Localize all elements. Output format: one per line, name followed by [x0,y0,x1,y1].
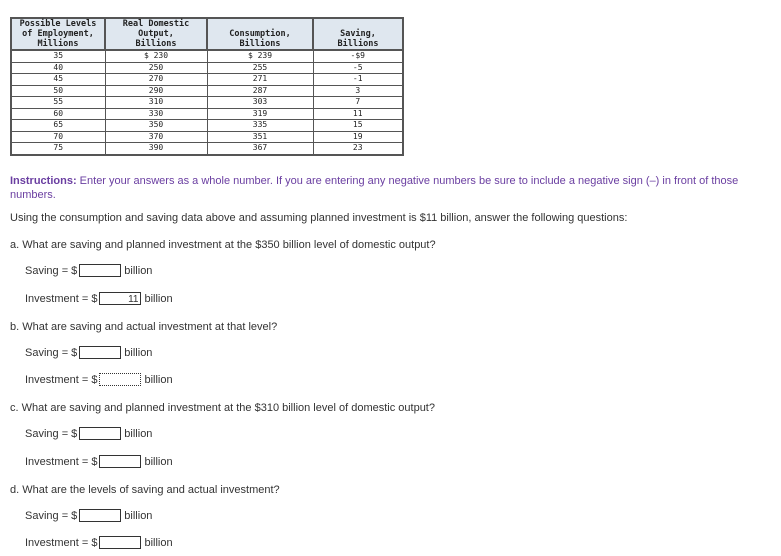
table-row [11,85,403,97]
answer-row-c-saving [25,427,152,440]
table-cell: 55 [11,97,105,109]
saving-label: Saving = $ [25,346,78,359]
table-row [11,131,403,143]
table-cell: 19 [313,131,403,143]
table-row [11,97,403,109]
table-cell: 45 [11,74,105,86]
unit-label: billion [124,427,153,440]
answer-row-c-investment [25,455,173,468]
table-cell: 271 [207,74,313,86]
table-cell: 351 [207,131,313,143]
investment-label: Investment = $ [25,373,98,386]
question-a: a. What are saving and planned investment at the $350 billion level of domestic output? [10,239,436,251]
saving-label: Saving = $ [25,264,78,277]
table-cell: 350 [105,120,207,132]
answer-row-d-saving [25,509,152,522]
intro-text: Using the consumption and saving data above and assuming planned investment is $11 billion, answer the following questions: [10,212,628,224]
saving-label: Saving = $ [25,427,78,440]
table-cell: 3 [313,85,403,97]
table-row [11,74,403,86]
header-line: Millions [37,39,79,49]
header-line: Billions [239,39,281,49]
unit-label: billion [124,509,153,522]
table-cell: 35 [11,50,105,62]
table-cell: 330 [105,108,207,120]
answer-row-b-saving [25,346,152,359]
table-cell: 60 [11,108,105,120]
header-line: Consumption, [229,29,291,39]
question-d: d. What are the levels of saving and actual investment? [10,484,280,496]
table-cell: 7 [313,97,403,109]
table-cell: 287 [207,85,313,97]
investment-label: Investment = $ [25,292,98,305]
table-cell: 40 [11,62,105,74]
answer-row-d-investment [25,536,173,549]
saving-input-d[interactable] [79,509,121,522]
answer-row-a-investment [25,292,173,305]
table-cell: 250 [105,62,207,74]
saving-input-a[interactable] [79,264,121,277]
saving-input-c[interactable] [79,427,121,440]
instructions-label: Instructions: [10,175,77,187]
investment-label: Investment = $ [25,536,98,549]
table-row [11,50,403,62]
table-cell: 310 [105,97,207,109]
table-cell: 75 [11,143,105,155]
investment-input-c[interactable] [99,455,141,468]
data-table [10,17,404,156]
table-cell: $ 239 [207,50,313,62]
header-employment [11,18,105,50]
table-cell: 335 [207,120,313,132]
table-cell: 70 [11,131,105,143]
header-line: Real Domestic [122,19,190,29]
unit-label: billion [124,264,153,277]
instructions [10,174,750,202]
investment-label: Investment = $ [25,455,98,468]
header-line: of Employment, [22,29,94,39]
table-cell: 390 [105,143,207,155]
header-line: Possible Levels [19,19,97,29]
table-header-row [11,18,403,50]
investment-input-b[interactable] [99,373,141,386]
table-row [11,62,403,74]
table-cell: 370 [105,131,207,143]
saving-input-b[interactable] [79,346,121,359]
table-cell: 15 [313,120,403,132]
instructions-text: Enter your answers as a whole number. If you are entering any negative numbers be sure to include a negative sign (–) in front of those numbers. [10,175,739,201]
header-line: Billions [337,39,379,49]
table-cell: -1 [313,74,403,86]
table-cell: -5 [313,62,403,74]
unit-label: billion [124,346,153,359]
table-cell: 367 [207,143,313,155]
header-consumption [207,18,313,50]
answer-row-a-saving [25,264,152,277]
table-cell: 319 [207,108,313,120]
question-b: b. What are saving and actual investment at that level? [10,321,278,333]
table-row [11,120,403,132]
investment-input-d[interactable] [99,536,141,549]
table-row [11,143,403,155]
unit-label: billion [144,373,173,386]
answer-row-b-investment [25,373,173,386]
table-cell: 303 [207,97,313,109]
table-cell: $ 230 [105,50,207,62]
unit-label: billion [144,455,173,468]
unit-label: billion [144,292,173,305]
question-c: c. What are saving and planned investment at the $310 billion level of domestic output? [10,402,435,414]
table-row [11,108,403,120]
table-cell: 50 [11,85,105,97]
unit-label: billion [144,536,173,549]
table-cell: 255 [207,62,313,74]
header-line: Saving, [340,29,376,39]
table-cell: 270 [105,74,207,86]
table-cell: 11 [313,108,403,120]
saving-label: Saving = $ [25,509,78,522]
table-cell: 23 [313,143,403,155]
table-cell: 290 [105,85,207,97]
table-cell: -$9 [313,50,403,62]
investment-input-a[interactable]: 11 [99,292,141,305]
header-saving [313,18,403,50]
header-line: Output, [138,29,174,39]
header-output [105,18,207,50]
header-line: Billions [135,39,177,49]
table-cell: 65 [11,120,105,132]
